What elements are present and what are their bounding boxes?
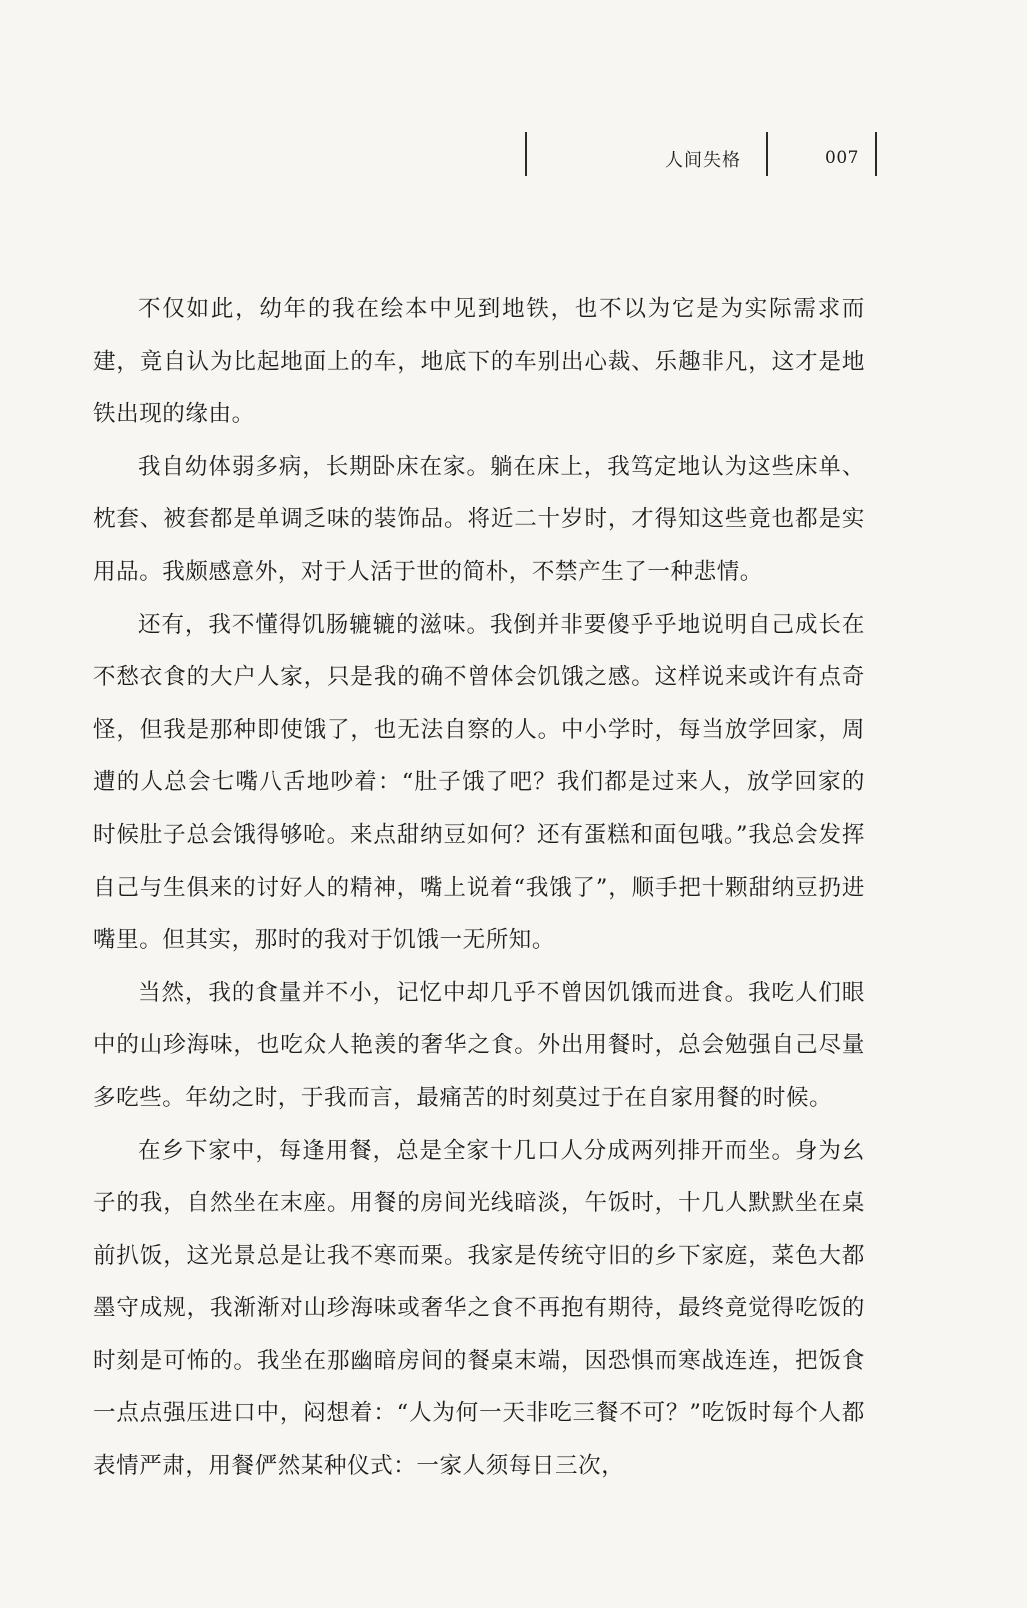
- book-title: 人间失格: [665, 150, 741, 171]
- paragraph: 我自幼体弱多病，长期卧床在家。躺在床上，我笃定地认为这些床单、枕套、被套都是单调乏味的装饰品。将近二十岁时，才得知这些竟也都是实用品。我颇感意外，对于人活于世的简朴，不禁产生了一种悲情。: [93, 453, 865, 585]
- header-rule-right: [875, 132, 877, 176]
- header-rule-left: [525, 132, 527, 176]
- paragraph: 还有，我不懂得饥肠辘辘的滋味。我倒并非要傻乎乎地说明自己成长在不愁衣食的大户人家，只是我的确不曾体会饥饿之感。这样说来或许有点奇怪，但我是那种即使饿了，也无法自察的人。中小学时，每当放学回家，周遭的人总会七嘴八舌地吵着：“肚子饿了吧？我们都是过来人，放学回家的时候肚子总会饿得够呛。来点甜纳豆如何？还有蛋糕和面包哦。”我总会发挥自己与生俱来的讨好人的精神，嘴上说着“我饿了”，顺手把十颗甜纳豆扔进嘴里。但其实，那时的我对于饥饿一无所知。: [93, 611, 865, 954]
- paragraph: 不仅如此，幼年的我在绘本中见到地铁，也不以为它是为实际需求而建，竟自认为比起地面上的车，地底下的车别出心裁、乐趣非凡，这才是地铁出现的缘由。: [93, 296, 865, 428]
- header-rule-middle: [766, 132, 768, 176]
- paragraph: 在乡下家中，每逢用餐，总是全家十几口人分成两列排开而坐。身为幺子的我，自然坐在末座。用餐的房间光线暗淡，午饭时，十几人默默坐在桌前扒饭，这光景总是让我不寒而栗。我家是传统守旧的乡下家庭，菜色大都墨守成规，我渐渐对山珍海味或奢华之食不再抱有期待，最终竟觉得吃饭的时刻是可怖的。我坐在那幽暗房间的餐桌末端，因恐惧而寒战连连，把饭食一点点强压进口中，闷想着：“人为何一天非吃三餐不可？”吃饭时每个人都表情严肃，用餐俨然某种仪式：一家人须每日三次，: [93, 1137, 865, 1480]
- paragraph: 当然，我的食量并不小，记忆中却几乎不曾因饥饿而进食。我吃人们眼中的山珍海味，也吃众人艳羡的奢华之食。外出用餐时，总会勉强自己尽量多吃些。年幼之时，于我而言，最痛苦的时刻莫过于在自家用餐的时候。: [93, 979, 865, 1111]
- page-number: 007: [825, 148, 859, 168]
- running-header: [525, 132, 885, 176]
- body-text: [93, 283, 865, 1493]
